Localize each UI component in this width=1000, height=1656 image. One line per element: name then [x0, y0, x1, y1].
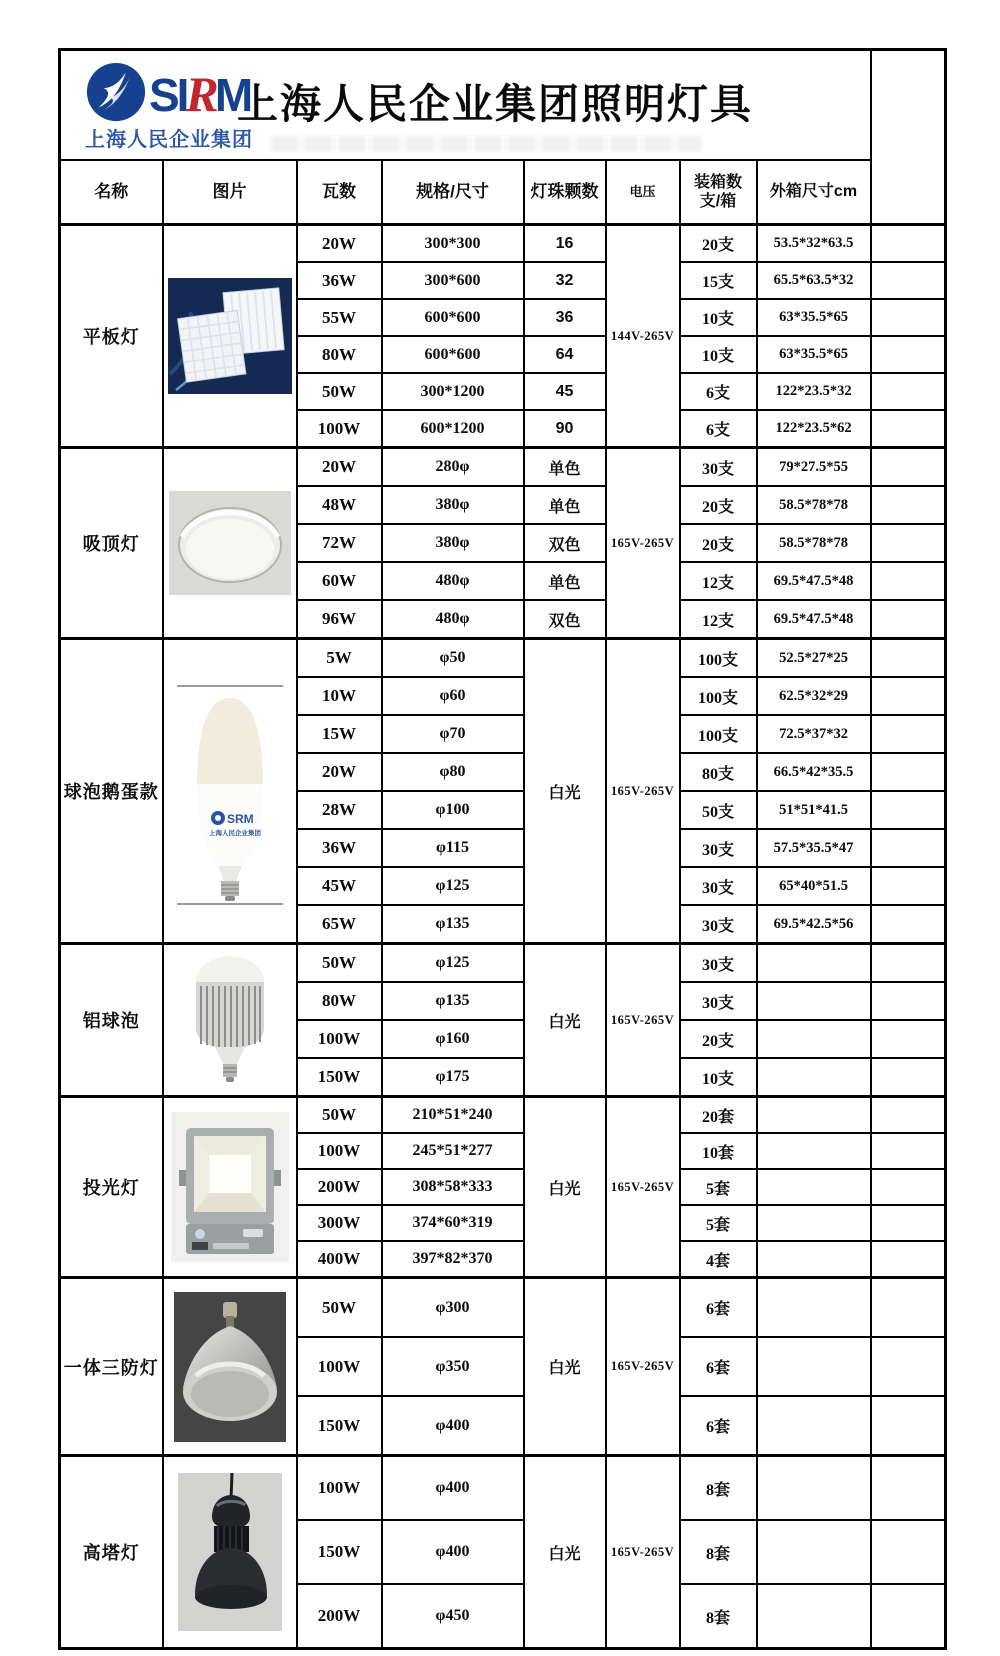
beads-merged-cell: 白光 [524, 1456, 606, 1649]
box-size-cell [757, 1133, 871, 1169]
spec-row [60, 1278, 946, 1338]
empty-cell [871, 905, 946, 944]
empty-cell [871, 524, 946, 562]
empty-cell [871, 562, 946, 600]
box-size-cell [757, 1456, 871, 1521]
wattage-cell: 36W [297, 829, 382, 867]
pack-qty-cell: 100支 [680, 677, 757, 715]
wattage-cell: 72W [297, 524, 382, 562]
spec-sheet [58, 48, 1000, 1650]
size-cell: φ70 [382, 715, 524, 753]
beads-cell: 单色 [524, 562, 606, 600]
voltage-cell: 165V-265V [606, 1097, 680, 1278]
tower-light-photo [163, 1456, 297, 1649]
wattage-cell: 20W [297, 753, 382, 791]
beads-cell: 双色 [524, 524, 606, 562]
product-name: 铝球泡 [60, 944, 163, 1097]
beads-merged-cell: 白光 [524, 1097, 606, 1278]
wattage-cell: 200W [297, 1169, 382, 1205]
size-cell: 300*600 [382, 262, 524, 299]
box-size-cell: 69.5*47.5*48 [757, 600, 871, 639]
spec-row [60, 448, 946, 487]
size-cell: 600*600 [382, 336, 524, 373]
pack-qty-cell: 6套 [680, 1278, 757, 1338]
wattage-cell: 15W [297, 715, 382, 753]
pack-qty-cell: 100支 [680, 715, 757, 753]
pack-qty-cell: 6支 [680, 373, 757, 410]
size-cell: φ80 [382, 753, 524, 791]
empty-cell [871, 753, 946, 791]
box-size-cell: 51*51*41.5 [757, 791, 871, 829]
spec-table-body [60, 225, 946, 1649]
brand-word [149, 65, 251, 122]
size-cell: 245*51*277 [382, 1133, 524, 1169]
box-size-cell: 122*23.5*62 [757, 410, 871, 448]
col-header-beads: 灯珠颗数 [524, 160, 606, 225]
empty-cell [871, 1133, 946, 1169]
size-cell: φ400 [382, 1456, 524, 1521]
wattage-cell: 80W [297, 982, 382, 1020]
size-cell: 397*82*370 [382, 1241, 524, 1278]
beads-cell: 单色 [524, 486, 606, 524]
empty-cell [871, 1337, 946, 1396]
box-size-cell [757, 1241, 871, 1278]
pack-qty-cell: 10支 [680, 1058, 757, 1097]
wattage-cell: 28W [297, 791, 382, 829]
panel-light-photo [163, 225, 297, 448]
col-header-pack-qty: 装箱数支/箱 [680, 160, 757, 225]
empty-cell [871, 1456, 946, 1521]
beads-cell: 36 [524, 299, 606, 336]
voltage-cell: 165V-265V [606, 1278, 680, 1456]
scan-ghost-artifact [271, 136, 701, 152]
wattage-cell: 150W [297, 1396, 382, 1456]
wattage-cell: 80W [297, 336, 382, 373]
wattage-cell: 48W [297, 486, 382, 524]
beads-cell: 16 [524, 225, 606, 263]
wattage-cell: 150W [297, 1520, 382, 1584]
product-name: 高塔灯 [60, 1456, 163, 1649]
pack-qty-cell: 12支 [680, 562, 757, 600]
col-header-voltage: 电压 [606, 160, 680, 225]
size-cell: φ100 [382, 791, 524, 829]
size-cell: φ300 [382, 1278, 524, 1338]
wattage-cell: 50W [297, 1097, 382, 1134]
beads-cell: 双色 [524, 600, 606, 639]
pack-qty-cell: 30支 [680, 944, 757, 983]
spec-row [60, 1456, 946, 1521]
sheet-header [60, 50, 871, 161]
box-size-cell: 65*40*51.5 [757, 867, 871, 905]
size-cell: φ160 [382, 1020, 524, 1058]
wattage-cell: 96W [297, 600, 382, 639]
wattage-cell: 100W [297, 1337, 382, 1396]
spec-row [60, 1097, 946, 1134]
pack-qty-cell: 8套 [680, 1584, 757, 1649]
size-cell: 480φ [382, 600, 524, 639]
wattage-cell: 100W [297, 1020, 382, 1058]
pack-qty-cell: 6支 [680, 410, 757, 448]
pack-qty-cell: 20支 [680, 486, 757, 524]
size-cell: φ350 [382, 1337, 524, 1396]
product-name: 一体三防灯 [60, 1278, 163, 1456]
wattage-cell: 400W [297, 1241, 382, 1278]
sheet-title: 上海人民企业集团照明灯具 [237, 80, 753, 127]
ceiling-light-photo [163, 448, 297, 639]
col-header-box-size: 外箱尺寸cm [757, 160, 871, 225]
wattage-cell: 5W [297, 639, 382, 678]
box-size-cell: 65.5*63.5*32 [757, 262, 871, 299]
box-size-cell: 57.5*35.5*47 [757, 829, 871, 867]
col-header-size: 规格/尺寸 [382, 160, 524, 225]
box-size-cell [757, 1058, 871, 1097]
wattage-cell: 100W [297, 1456, 382, 1521]
beads-cell: 单色 [524, 448, 606, 487]
wattage-cell: 50W [297, 1278, 382, 1338]
empty-cell [871, 1169, 946, 1205]
beads-cell: 90 [524, 410, 606, 448]
product-name: 平板灯 [60, 225, 163, 448]
svg-text:SRM: SRM [226, 812, 254, 826]
beads-cell: 45 [524, 373, 606, 410]
empty-cell [871, 299, 946, 336]
svg-text:上海人民企业集团: 上海人民企业集团 [208, 830, 261, 837]
wattage-cell: 50W [297, 373, 382, 410]
wattage-cell: 36W [297, 262, 382, 299]
empty-cell [871, 225, 946, 263]
box-size-cell: 69.5*47.5*48 [757, 562, 871, 600]
product-name: 吸顶灯 [60, 448, 163, 639]
pack-qty-cell: 50支 [680, 791, 757, 829]
wattage-cell: 20W [297, 225, 382, 263]
egg-light-photo [163, 639, 297, 944]
column-header-row [60, 160, 946, 225]
size-cell: 308*58*333 [382, 1169, 524, 1205]
box-size-cell: 69.5*42.5*56 [757, 905, 871, 944]
brand-logo-icon [85, 61, 147, 127]
empty-cell [871, 448, 946, 487]
wattage-cell: 10W [297, 677, 382, 715]
box-size-cell [757, 1584, 871, 1649]
pack-qty-cell: 20支 [680, 1020, 757, 1058]
size-cell: 480φ [382, 562, 524, 600]
brand-word-left: SI [149, 68, 187, 121]
empty-cell [871, 486, 946, 524]
box-size-cell: 63*35.5*65 [757, 336, 871, 373]
box-size-cell: 58.5*78*78 [757, 524, 871, 562]
pack-qty-cell: 10套 [680, 1133, 757, 1169]
empty-cell [871, 715, 946, 753]
empty-cell [871, 1205, 946, 1241]
empty-cell [871, 639, 946, 678]
box-size-cell: 58.5*78*78 [757, 486, 871, 524]
box-size-cell: 63*35.5*65 [757, 299, 871, 336]
size-cell: 300*300 [382, 225, 524, 263]
box-size-cell [757, 1169, 871, 1205]
box-size-cell: 66.5*42*35.5 [757, 753, 871, 791]
wattage-cell: 65W [297, 905, 382, 944]
pack-qty-cell: 20套 [680, 1097, 757, 1134]
col-header-photo: 图片 [163, 160, 297, 225]
wattage-cell: 100W [297, 1133, 382, 1169]
empty-cell [871, 677, 946, 715]
pack-qty-cell: 6套 [680, 1396, 757, 1456]
empty-cell [871, 1396, 946, 1456]
size-cell: 280φ [382, 448, 524, 487]
spec-row [60, 944, 946, 983]
size-cell: φ50 [382, 639, 524, 678]
empty-cell [871, 829, 946, 867]
voltage-cell: 165V-265V [606, 448, 680, 639]
box-size-cell [757, 944, 871, 983]
size-cell: φ175 [382, 1058, 524, 1097]
product-spec-table [58, 48, 947, 1650]
wattage-cell: 50W [297, 944, 382, 983]
size-cell: 600*600 [382, 299, 524, 336]
empty-cell [871, 1520, 946, 1584]
brand-logo [85, 61, 253, 150]
brand-word-r: R [185, 65, 216, 122]
pack-qty-cell: 5套 [680, 1205, 757, 1241]
flood-light-photo [163, 1097, 297, 1278]
size-cell: φ115 [382, 829, 524, 867]
pack-qty-cell: 12支 [680, 600, 757, 639]
empty-cell [871, 373, 946, 410]
spec-row [60, 639, 946, 678]
pack-qty-cell: 80支 [680, 753, 757, 791]
pack-qty-cell: 30支 [680, 448, 757, 487]
wattage-cell: 60W [297, 562, 382, 600]
alu-light-photo [163, 944, 297, 1097]
wattage-cell: 20W [297, 448, 382, 487]
size-cell: φ135 [382, 905, 524, 944]
empty-cell [871, 1584, 946, 1649]
pack-qty-cell: 5套 [680, 1169, 757, 1205]
empty-cell [871, 867, 946, 905]
empty-cell [871, 1097, 946, 1134]
empty-cell [871, 262, 946, 299]
pack-qty-cell: 30支 [680, 829, 757, 867]
triproof-light-photo [163, 1278, 297, 1456]
col-header-name: 名称 [60, 160, 163, 225]
box-size-cell: 79*27.5*55 [757, 448, 871, 487]
beads-cell: 32 [524, 262, 606, 299]
spec-row [60, 225, 946, 263]
box-size-cell: 52.5*27*25 [757, 639, 871, 678]
pack-qty-cell: 8套 [680, 1456, 757, 1521]
wattage-cell: 300W [297, 1205, 382, 1241]
size-cell: 380φ [382, 524, 524, 562]
empty-cell [871, 1058, 946, 1097]
size-cell: 380φ [382, 486, 524, 524]
size-cell: 374*60*319 [382, 1205, 524, 1241]
voltage-cell: 165V-265V [606, 944, 680, 1097]
box-size-cell [757, 1020, 871, 1058]
empty-cell [871, 600, 946, 639]
wattage-cell: 200W [297, 1584, 382, 1649]
box-size-cell: 53.5*32*63.5 [757, 225, 871, 263]
product-name: 球泡鹅蛋款 [60, 639, 163, 944]
box-size-cell [757, 1337, 871, 1396]
size-cell: φ400 [382, 1520, 524, 1584]
box-size-cell [757, 1520, 871, 1584]
voltage-cell: 144V-265V [606, 225, 680, 448]
size-cell: φ400 [382, 1396, 524, 1456]
pack-qty-cell: 15支 [680, 262, 757, 299]
pack-qty-cell: 10支 [680, 336, 757, 373]
empty-cell [871, 336, 946, 373]
beads-merged-cell: 白光 [524, 944, 606, 1097]
empty-column-header-cell [871, 50, 946, 225]
pack-qty-cell: 6套 [680, 1337, 757, 1396]
box-size-cell: 72.5*37*32 [757, 715, 871, 753]
empty-cell [871, 982, 946, 1020]
pack-qty-cell: 30支 [680, 905, 757, 944]
empty-cell [871, 1020, 946, 1058]
pack-qty-cell: 100支 [680, 639, 757, 678]
box-size-cell [757, 1396, 871, 1456]
wattage-cell: 100W [297, 410, 382, 448]
brand-subtitle: 上海人民企业集团 [85, 128, 253, 151]
pack-qty-cell: 20支 [680, 225, 757, 263]
brand-word-m: M [214, 68, 251, 121]
beads-cell: 64 [524, 336, 606, 373]
size-cell: 600*1200 [382, 410, 524, 448]
wattage-cell: 150W [297, 1058, 382, 1097]
pack-qty-cell: 4套 [680, 1241, 757, 1278]
box-size-cell [757, 1097, 871, 1134]
product-name: 投光灯 [60, 1097, 163, 1278]
title-band-row [60, 50, 946, 161]
empty-cell [871, 944, 946, 983]
wattage-cell: 55W [297, 299, 382, 336]
size-cell: φ135 [382, 982, 524, 1020]
empty-cell [871, 1278, 946, 1338]
box-size-cell [757, 982, 871, 1020]
col-header-wattage: 瓦数 [297, 160, 382, 225]
voltage-cell: 165V-265V [606, 639, 680, 944]
pack-qty-cell: 10支 [680, 299, 757, 336]
size-cell: 210*51*240 [382, 1097, 524, 1134]
beads-merged-cell: 白光 [524, 639, 606, 944]
box-size-cell: 62.5*32*29 [757, 677, 871, 715]
size-cell: φ450 [382, 1584, 524, 1649]
box-size-cell [757, 1278, 871, 1338]
voltage-cell: 165V-265V [606, 1456, 680, 1649]
size-cell: 300*1200 [382, 373, 524, 410]
empty-cell [871, 410, 946, 448]
pack-qty-cell: 20支 [680, 524, 757, 562]
pack-qty-cell: 30支 [680, 867, 757, 905]
size-cell: φ60 [382, 677, 524, 715]
pack-qty-cell: 8套 [680, 1520, 757, 1584]
size-cell: φ125 [382, 944, 524, 983]
size-cell: φ125 [382, 867, 524, 905]
pack-qty-cell: 30支 [680, 982, 757, 1020]
wattage-cell: 45W [297, 867, 382, 905]
beads-merged-cell: 白光 [524, 1278, 606, 1456]
empty-cell [871, 1241, 946, 1278]
box-size-cell: 122*23.5*32 [757, 373, 871, 410]
empty-cell [871, 791, 946, 829]
box-size-cell [757, 1205, 871, 1241]
